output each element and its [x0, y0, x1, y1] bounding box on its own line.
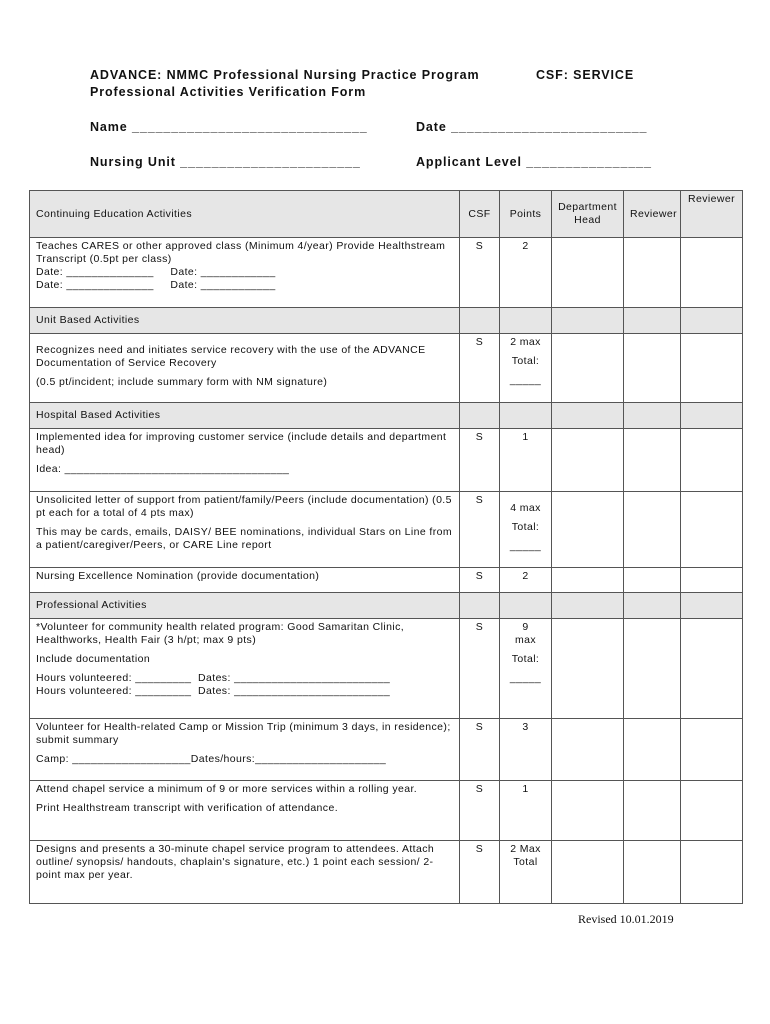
table-row	[30, 841, 743, 904]
reviewer-cell[interactable]	[681, 619, 743, 719]
table-header-row	[30, 191, 743, 238]
activity-note: This may be cards, emails, DAISY/ BEE nominations, individual Stars on Line from a patient/caregiver/Peers, or CARE Line report	[36, 526, 452, 551]
table-row	[30, 334, 743, 403]
points-cell: 1	[500, 781, 552, 841]
department-head-cell[interactable]	[552, 719, 624, 781]
reviewer-cell[interactable]	[681, 429, 743, 492]
csf-cell: S	[460, 781, 500, 841]
department-head-cell[interactable]	[552, 334, 624, 403]
activity-text: *Volunteer for community health related program: Good Samaritan Clinic, Healthworks, Health Fair (3 h/pt; max 9 pts)	[36, 621, 405, 646]
activity-text: Nursing Excellence Nomination (provide documentation)	[30, 568, 460, 593]
revised-date: Revised 10.01.2019	[578, 912, 674, 926]
activity-text: Attend chapel service a minimum of 9 or more services within a rolling year.	[36, 783, 418, 795]
reviewer-cell[interactable]	[624, 429, 681, 492]
nursing-unit-field[interactable]: Nursing Unit _______________________	[90, 155, 361, 169]
reviewer-cell[interactable]	[681, 334, 743, 403]
table-row	[30, 619, 743, 719]
points-cell: 2	[500, 568, 552, 593]
points-cell: 2 Max Total	[500, 841, 552, 904]
points-cell: 4 max	[510, 502, 541, 514]
reviewer-cell[interactable]	[624, 781, 681, 841]
department-head-cell[interactable]	[552, 238, 624, 308]
csf-cell: S	[460, 238, 500, 308]
csf-cell: S	[460, 429, 500, 492]
date-line[interactable]: Date: ______________ Date: ____________	[36, 266, 276, 278]
section-label: Unit Based Activities	[30, 308, 460, 334]
form-title-line1: ADVANCE: NMMC Professional Nursing Practice Program	[90, 68, 480, 82]
csf-cell: S	[460, 334, 500, 403]
idea-line[interactable]: Idea: ____________________________________	[36, 463, 290, 475]
csf-cell: S	[460, 492, 500, 568]
section-row	[30, 593, 743, 619]
reviewer-cell[interactable]	[624, 492, 681, 568]
reviewer-cell[interactable]	[681, 238, 743, 308]
activity-note: Print Healthstream transcript with verification of attendance.	[36, 802, 339, 814]
activity-text: Teaches CARES or other approved class (Minimum 4/year) Provide Healthstream Transcript (0.5pt per class)	[36, 240, 446, 265]
department-head-cell[interactable]	[552, 492, 624, 568]
points-cell: 9 max	[514, 621, 537, 646]
name-field[interactable]: Name ______________________________	[90, 120, 368, 134]
activity-text: Designs and presents a 30-minute chapel service program to attendees. Attach outline/ synopsis/ handouts, chaplain's signature, etc.) 1 point each session/ 2-point max per year.	[30, 841, 460, 904]
activity-note: Include documentation	[36, 653, 151, 665]
header-points: Points	[500, 191, 552, 238]
reviewer-cell[interactable]	[624, 334, 681, 403]
csf-cell: S	[460, 841, 500, 904]
csf-cell: S	[460, 719, 500, 781]
reviewer-cell[interactable]	[681, 719, 743, 781]
department-head-cell[interactable]	[552, 568, 624, 593]
activities-table	[29, 190, 743, 904]
header-csf: CSF	[460, 191, 500, 238]
table-row	[30, 781, 743, 841]
table-row	[30, 719, 743, 781]
section-label: Hospital Based Activities	[30, 403, 460, 429]
points-cell: 2 max	[510, 336, 541, 348]
header-reviewer-2: Reviewer	[681, 191, 743, 238]
total-label: Total:	[511, 355, 540, 367]
date-field[interactable]: Date _________________________	[416, 120, 648, 134]
reviewer-cell[interactable]	[624, 238, 681, 308]
total-blank[interactable]: _____	[509, 374, 542, 386]
reviewer-cell[interactable]	[681, 841, 743, 904]
section-label: Professional Activities	[30, 593, 460, 619]
hours-line[interactable]: Hours volunteered: _________ Dates: _________________________	[36, 685, 391, 697]
camp-line[interactable]: Camp: ___________________Dates/hours:_____________________	[36, 753, 387, 765]
reviewer-cell[interactable]	[681, 781, 743, 841]
reviewer-cell[interactable]	[624, 568, 681, 593]
total-blank[interactable]: _____	[509, 540, 542, 552]
activity-text: Volunteer for Health-related Camp or Mission Trip (minimum 3 days, in residence); submit summary	[36, 721, 451, 746]
header-activity: Continuing Education Activities	[30, 191, 460, 238]
points-cell: 1	[500, 429, 552, 492]
points-cell: 3	[500, 719, 552, 781]
reviewer-cell[interactable]	[624, 719, 681, 781]
csf-cell: S	[460, 619, 500, 719]
total-label: Total:	[511, 521, 540, 533]
reviewer-cell[interactable]	[681, 492, 743, 568]
activity-text: Unsolicited letter of support from patient/family/Peers (include documentation) (0.5 pt each for a total of 4 pts max)	[36, 494, 452, 519]
reviewer-cell[interactable]	[681, 568, 743, 593]
reviewer-cell[interactable]	[624, 619, 681, 719]
activity-text: Implemented idea for improving customer service (include details and department head)	[36, 431, 447, 456]
reviewer-cell[interactable]	[624, 841, 681, 904]
date-line[interactable]: Date: ______________ Date: ____________	[36, 279, 276, 291]
section-row	[30, 403, 743, 429]
section-row	[30, 308, 743, 334]
applicant-level-field[interactable]: Applicant Level ________________	[416, 155, 652, 169]
form-title-line2: Professional Activities Verification Form	[90, 85, 367, 99]
department-head-cell[interactable]	[552, 841, 624, 904]
total-label: Total:	[511, 653, 540, 665]
table-row	[30, 568, 743, 593]
department-head-cell[interactable]	[552, 429, 624, 492]
points-cell: 2	[500, 238, 552, 308]
csf-cell: S	[460, 568, 500, 593]
table-row	[30, 238, 743, 308]
header-department-head: Department Head	[552, 191, 624, 238]
header-reviewer: Reviewer	[624, 191, 681, 238]
csf-label: CSF: SERVICE	[536, 68, 635, 82]
hours-line[interactable]: Hours volunteered: _________ Dates: _________________________	[36, 672, 391, 684]
activity-note: (0.5 pt/incident; include summary form with NM signature)	[36, 376, 328, 388]
department-head-cell[interactable]	[552, 781, 624, 841]
activity-text: Recognizes need and initiates service recovery with the use of the ADVANCE Documentation of Service Recovery	[36, 344, 426, 369]
table-row	[30, 429, 743, 492]
total-blank[interactable]: _____	[509, 672, 542, 684]
department-head-cell[interactable]	[552, 619, 624, 719]
table-row	[30, 492, 743, 568]
